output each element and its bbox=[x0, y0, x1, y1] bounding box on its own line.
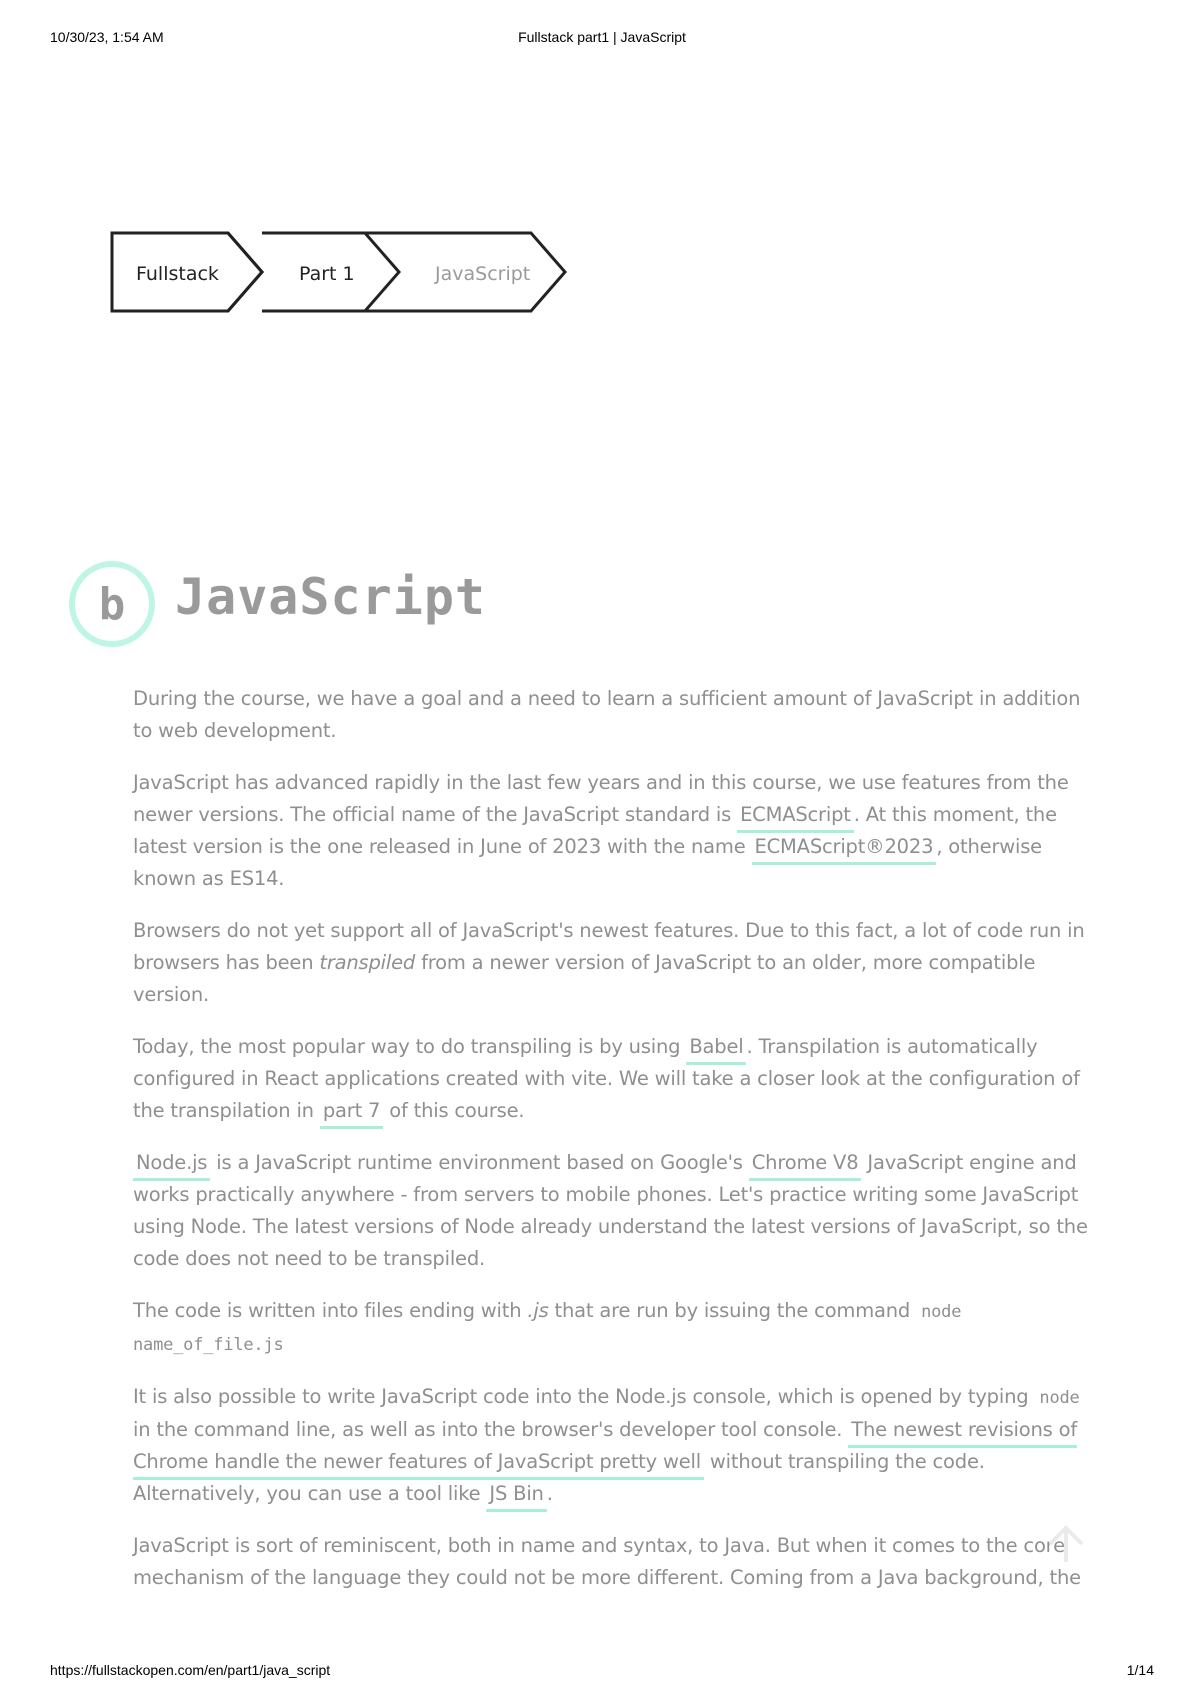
chrome-v8-link[interactable]: Chrome V8 bbox=[749, 1151, 862, 1181]
jsbin-link[interactable]: JS Bin bbox=[486, 1482, 546, 1512]
part7-link[interactable]: part 7 bbox=[320, 1099, 383, 1129]
print-footer bbox=[50, 1662, 1154, 1678]
paragraph: Today, the most popular way to do transpiling is by using Babel . Transpilation is automatically configured in React applications created with vite. We will take a closer look at the configuration of the transpilation in part 7 of this course. bbox=[133, 1031, 1093, 1127]
arrow-up-icon[interactable] bbox=[1044, 1522, 1088, 1570]
section-letter: b bbox=[98, 578, 126, 630]
ecmascript-2023-link[interactable]: ECMAScript®2023 bbox=[752, 835, 937, 865]
print-url: https://fullstackopen.com/en/part1/java_script bbox=[50, 1662, 331, 1678]
paragraph: JavaScript has advanced rapidly in the last few years and in this course, we use features from the newer versions. The official name of the JavaScript standard is ECMAScript . At this moment, the latest version is the one released in June of 2023 with the name ECMAScript®2023 , otherwise known as ES14. bbox=[133, 771, 1069, 890]
breadcrumb-item-part1[interactable]: Part 1 bbox=[299, 263, 355, 285]
chrome-features-link[interactable]: The newest revisions of Chrome handle the newer features of JavaScript pretty well bbox=[133, 1418, 1077, 1480]
paragraph: During the course, we have a goal and a need to learn a sufficient amount of JavaScript in addition to web development. bbox=[133, 687, 1081, 742]
breadcrumb bbox=[110, 231, 570, 313]
paragraph: Node.js is a JavaScript runtime environment based on Google's Chrome V8 JavaScript engine and works practically anywhere - from servers to mobile phones. Let's practice writing some JavaScript using Node. The latest versions of Node already understand the latest versions of JavaScript, so the code does not need to be transpiled. bbox=[133, 1151, 1088, 1270]
inline-code: node name_of_file.js bbox=[133, 1302, 962, 1355]
paragraph: The code is written into files ending with .js that are run by issuing the command node name_of_file.js bbox=[133, 1299, 962, 1355]
print-datetime: 10/30/23, 1:54 AM bbox=[50, 29, 164, 45]
ecmascript-link[interactable]: ECMAScript bbox=[737, 803, 854, 833]
nodejs-link[interactable]: Node.js bbox=[133, 1151, 210, 1181]
breadcrumb-item-javascript: JavaScript bbox=[435, 263, 531, 285]
paragraph: Browsers do not yet support all of JavaScript's newest features. Due to this fact, a lot of code run in browsers has been transpiled from a newer version of JavaScript to an older, more compatible version. bbox=[133, 919, 1085, 1006]
page-title: JavaScript bbox=[175, 568, 487, 626]
print-title: Fullstack part1 | JavaScript bbox=[518, 29, 686, 45]
inline-code: node bbox=[1039, 1388, 1080, 1408]
section-letter-badge bbox=[69, 561, 155, 647]
print-page-number: 1/14 bbox=[1126, 1662, 1154, 1678]
breadcrumb-item-fullstack[interactable]: Fullstack bbox=[136, 263, 219, 285]
article-content bbox=[133, 683, 1093, 1614]
paragraph: It is also possible to write JavaScript code into the Node.js console, which is opened by typing node in the command line, as well as into the browser's developer tool console. The newest revisions of Chrome handle the newer features of JavaScript pretty well without transpiling the code. Alternatively, you can use a tool like JS Bin . bbox=[133, 1381, 1093, 1510]
paragraph: JavaScript is sort of reminiscent, both in name and syntax, to Java. But when it comes to the core mechanism of the language they could not be more different. Coming from a Java background, the bbox=[133, 1534, 1081, 1589]
print-header bbox=[50, 29, 1154, 45]
babel-link[interactable]: Babel bbox=[686, 1035, 746, 1065]
